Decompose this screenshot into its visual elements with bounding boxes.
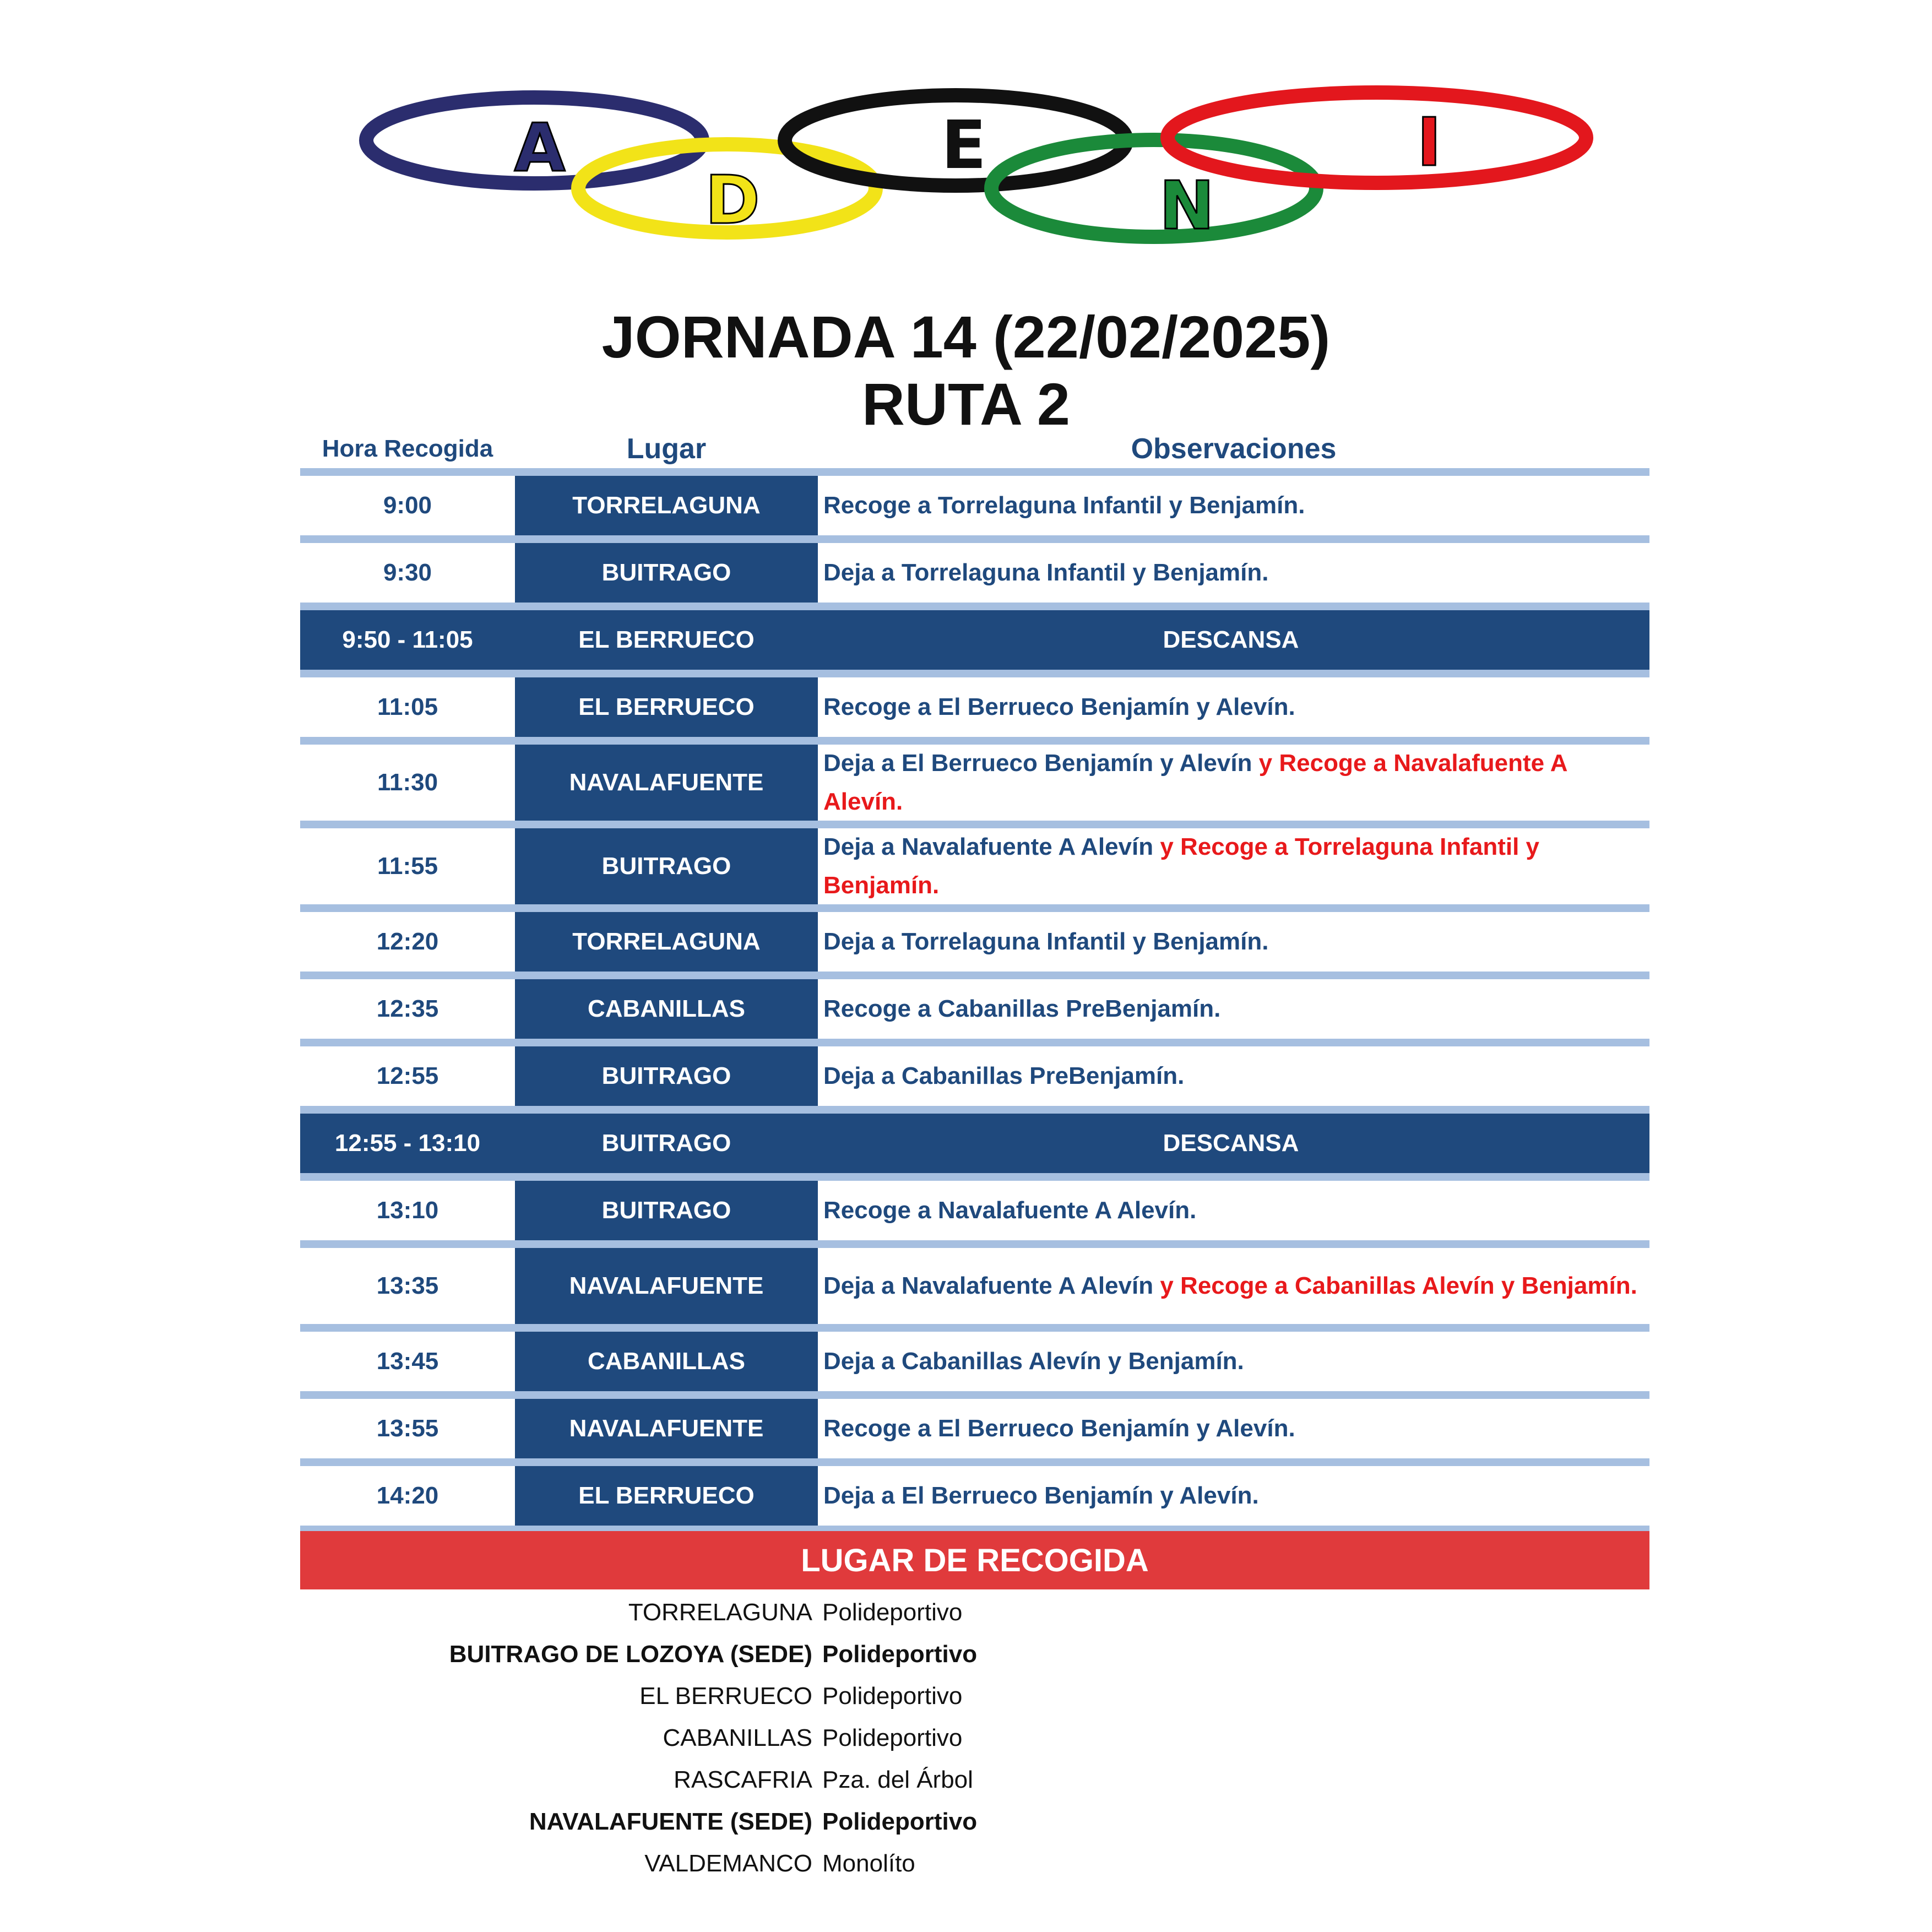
row-time: 11:30 bbox=[377, 769, 438, 796]
row-observation bbox=[818, 1248, 1649, 1324]
logo-letter-i: I bbox=[1417, 105, 1442, 181]
pickup-place: Polideportivo bbox=[822, 1808, 978, 1835]
list-item bbox=[300, 1759, 1649, 1801]
row-observation bbox=[818, 1399, 1649, 1458]
page-title: JORNADA 14 (22/02/2025) bbox=[601, 303, 1331, 370]
obs-text: Recoge a El Berrueco Benjamín y Alevín. bbox=[823, 1415, 1295, 1442]
row-time: 12:55 - 13:10 bbox=[334, 1130, 481, 1157]
row-place: TORRELAGUNA bbox=[515, 476, 818, 535]
logo-letter-n: N bbox=[1159, 168, 1215, 245]
row-observation bbox=[818, 1181, 1649, 1240]
table-row bbox=[300, 677, 1649, 737]
row-separator bbox=[300, 1173, 1649, 1181]
table-row bbox=[300, 912, 1649, 972]
obs-text: Recoge a Navalafuente A Alevín. bbox=[823, 1197, 1197, 1224]
row-separator bbox=[300, 1458, 1649, 1466]
list-item bbox=[300, 1675, 1649, 1717]
table-row bbox=[300, 1399, 1649, 1458]
logo-ring-green bbox=[991, 140, 1316, 237]
rest-row bbox=[300, 1114, 1649, 1173]
row-time: 12:55 bbox=[376, 1062, 439, 1089]
row-observation bbox=[818, 1114, 1644, 1173]
pickup-town: NAVALAFUENTE (SEDE) bbox=[529, 1808, 812, 1835]
logo-ring-red bbox=[1168, 93, 1586, 183]
obs-text: Recoge a El Berrueco Benjamín y Alevín. bbox=[823, 693, 1295, 720]
row-time: 9:30 bbox=[383, 559, 432, 586]
obs-text: Deja a Navalafuente A Alevín bbox=[823, 833, 1160, 860]
pickup-town: CABANILLAS bbox=[663, 1724, 812, 1751]
pickup-place: Pza. del Árbol bbox=[822, 1766, 973, 1793]
row-place: EL BERRUECO bbox=[515, 610, 818, 670]
table-row bbox=[300, 828, 1649, 904]
table-row bbox=[300, 1466, 1649, 1526]
row-observation bbox=[818, 543, 1649, 603]
table-row bbox=[300, 979, 1649, 1039]
obs-text: Deja a El Berrueco Benjamín y Alevín bbox=[823, 750, 1259, 777]
row-separator bbox=[300, 468, 1649, 476]
obs-text: Deja a El Berrueco Benjamín y Alevín. bbox=[823, 1482, 1259, 1509]
row-time: 13:35 bbox=[376, 1272, 439, 1299]
table-row bbox=[300, 543, 1649, 603]
table-row bbox=[300, 1046, 1649, 1106]
table-row bbox=[300, 1332, 1649, 1391]
row-separator bbox=[300, 737, 1649, 745]
obs-text-highlight: y Recoge a Cabanillas Alevín y Benjamín. bbox=[1160, 1272, 1637, 1299]
header-observations: Observaciones bbox=[1131, 433, 1337, 465]
list-item bbox=[300, 1801, 1649, 1843]
row-separator bbox=[300, 603, 1649, 610]
table-header bbox=[300, 430, 1649, 468]
row-separator bbox=[300, 1391, 1649, 1399]
row-place: NAVALAFUENTE bbox=[515, 745, 818, 821]
table-row bbox=[300, 1248, 1649, 1324]
row-observation bbox=[818, 1332, 1649, 1391]
row-separator bbox=[300, 1324, 1649, 1332]
obs-text: Deja a Cabanillas PreBenjamín. bbox=[823, 1062, 1185, 1089]
row-place: CABANILLAS bbox=[515, 979, 818, 1039]
table-row bbox=[300, 745, 1649, 821]
table-row bbox=[300, 476, 1649, 535]
logo-letter-d: D bbox=[705, 162, 760, 239]
list-item bbox=[300, 1843, 1649, 1885]
row-time: 12:20 bbox=[376, 928, 439, 955]
obs-text: DESCANSA bbox=[1163, 1130, 1299, 1157]
row-time: 9:00 bbox=[383, 492, 432, 519]
obs-text: Recoge a Torrelaguna Infantil y Benjamín. bbox=[823, 492, 1305, 519]
pickup-place: Polideportivo bbox=[822, 1641, 978, 1668]
row-time: 12:35 bbox=[376, 995, 439, 1022]
row-observation bbox=[818, 745, 1649, 821]
row-observation bbox=[818, 979, 1649, 1039]
row-separator bbox=[300, 1240, 1649, 1248]
pickup-town: BUITRAGO DE LOZOYA (SEDE) bbox=[449, 1641, 812, 1668]
schedule-table bbox=[300, 468, 1649, 1533]
row-separator bbox=[300, 1106, 1649, 1114]
list-item bbox=[300, 1633, 1649, 1675]
obs-text: Deja a Cabanillas Alevín y Benjamín. bbox=[823, 1348, 1244, 1375]
logo-letter-e: E bbox=[941, 107, 986, 184]
row-place: EL BERRUECO bbox=[515, 677, 818, 737]
row-place: BUITRAGO bbox=[515, 1046, 818, 1106]
pickup-title-bar: LUGAR DE RECOGIDA bbox=[300, 1531, 1649, 1589]
list-item bbox=[300, 1592, 1649, 1633]
row-place: NAVALAFUENTE bbox=[515, 1248, 818, 1324]
obs-text: Deja a Navalafuente A Alevín bbox=[823, 1272, 1160, 1299]
row-place: BUITRAGO bbox=[515, 543, 818, 603]
obs-text: Deja a Torrelaguna Infantil y Benjamín. bbox=[823, 928, 1269, 955]
row-time: 11:55 bbox=[377, 853, 438, 880]
header-time: Hora Recogida bbox=[322, 435, 493, 462]
obs-text: Recoge a Cabanillas PreBenjamín. bbox=[823, 995, 1221, 1022]
pickup-town: EL BERRUECO bbox=[639, 1683, 812, 1710]
row-separator bbox=[300, 670, 1649, 677]
row-observation bbox=[818, 1046, 1649, 1106]
obs-text-highlight: y Recoge a Torrelaguna Infantil y Benjamín. bbox=[823, 833, 1540, 899]
row-observation bbox=[818, 677, 1649, 737]
row-place: TORRELAGUNA bbox=[515, 912, 818, 972]
row-place: BUITRAGO bbox=[515, 1181, 818, 1240]
row-time: 13:45 bbox=[376, 1348, 439, 1375]
row-separator bbox=[300, 972, 1649, 979]
row-observation bbox=[818, 476, 1649, 535]
row-place: BUITRAGO bbox=[515, 828, 818, 904]
row-separator bbox=[300, 904, 1649, 912]
row-observation bbox=[818, 1466, 1649, 1526]
row-observation bbox=[818, 912, 1649, 972]
row-time: 9:50 - 11:05 bbox=[342, 626, 473, 653]
rest-row bbox=[300, 610, 1649, 670]
obs-text: DESCANSA bbox=[1163, 626, 1299, 653]
row-observation bbox=[818, 610, 1644, 670]
adeni-logo bbox=[352, 83, 1597, 253]
pickup-place: Polideportivo bbox=[822, 1724, 963, 1751]
row-time: 13:55 bbox=[376, 1415, 439, 1442]
pickup-town: RASCAFRIA bbox=[674, 1766, 812, 1793]
row-separator bbox=[300, 1039, 1649, 1046]
pickup-list bbox=[300, 1592, 1649, 1885]
row-place: NAVALAFUENTE bbox=[515, 1399, 818, 1458]
header-place: Lugar bbox=[626, 433, 707, 465]
row-place: CABANILLAS bbox=[515, 1332, 818, 1391]
row-separator bbox=[300, 535, 1649, 543]
row-time: 14:20 bbox=[376, 1482, 439, 1509]
row-place: EL BERRUECO bbox=[515, 1466, 818, 1526]
obs-text-highlight: y Recoge a Navalafuente A Alevín. bbox=[823, 750, 1567, 815]
row-time: 13:10 bbox=[376, 1197, 439, 1224]
row-time: 11:05 bbox=[377, 693, 438, 720]
page-subtitle: RUTA 2 bbox=[862, 371, 1070, 437]
obs-text: Deja a Torrelaguna Infantil y Benjamín. bbox=[823, 559, 1269, 586]
list-item bbox=[300, 1717, 1649, 1759]
pickup-place: Polideportivo bbox=[822, 1683, 963, 1710]
row-place: BUITRAGO bbox=[515, 1114, 818, 1173]
pickup-place: Polideportivo bbox=[822, 1599, 963, 1626]
table-row bbox=[300, 1181, 1649, 1240]
row-separator bbox=[300, 821, 1649, 828]
pickup-town: TORRELAGUNA bbox=[628, 1599, 812, 1626]
pickup-place: Monolíto bbox=[822, 1850, 915, 1877]
row-observation bbox=[818, 828, 1649, 904]
pickup-town: VALDEMANCO bbox=[644, 1850, 812, 1877]
logo-letter-a: A bbox=[514, 110, 566, 187]
